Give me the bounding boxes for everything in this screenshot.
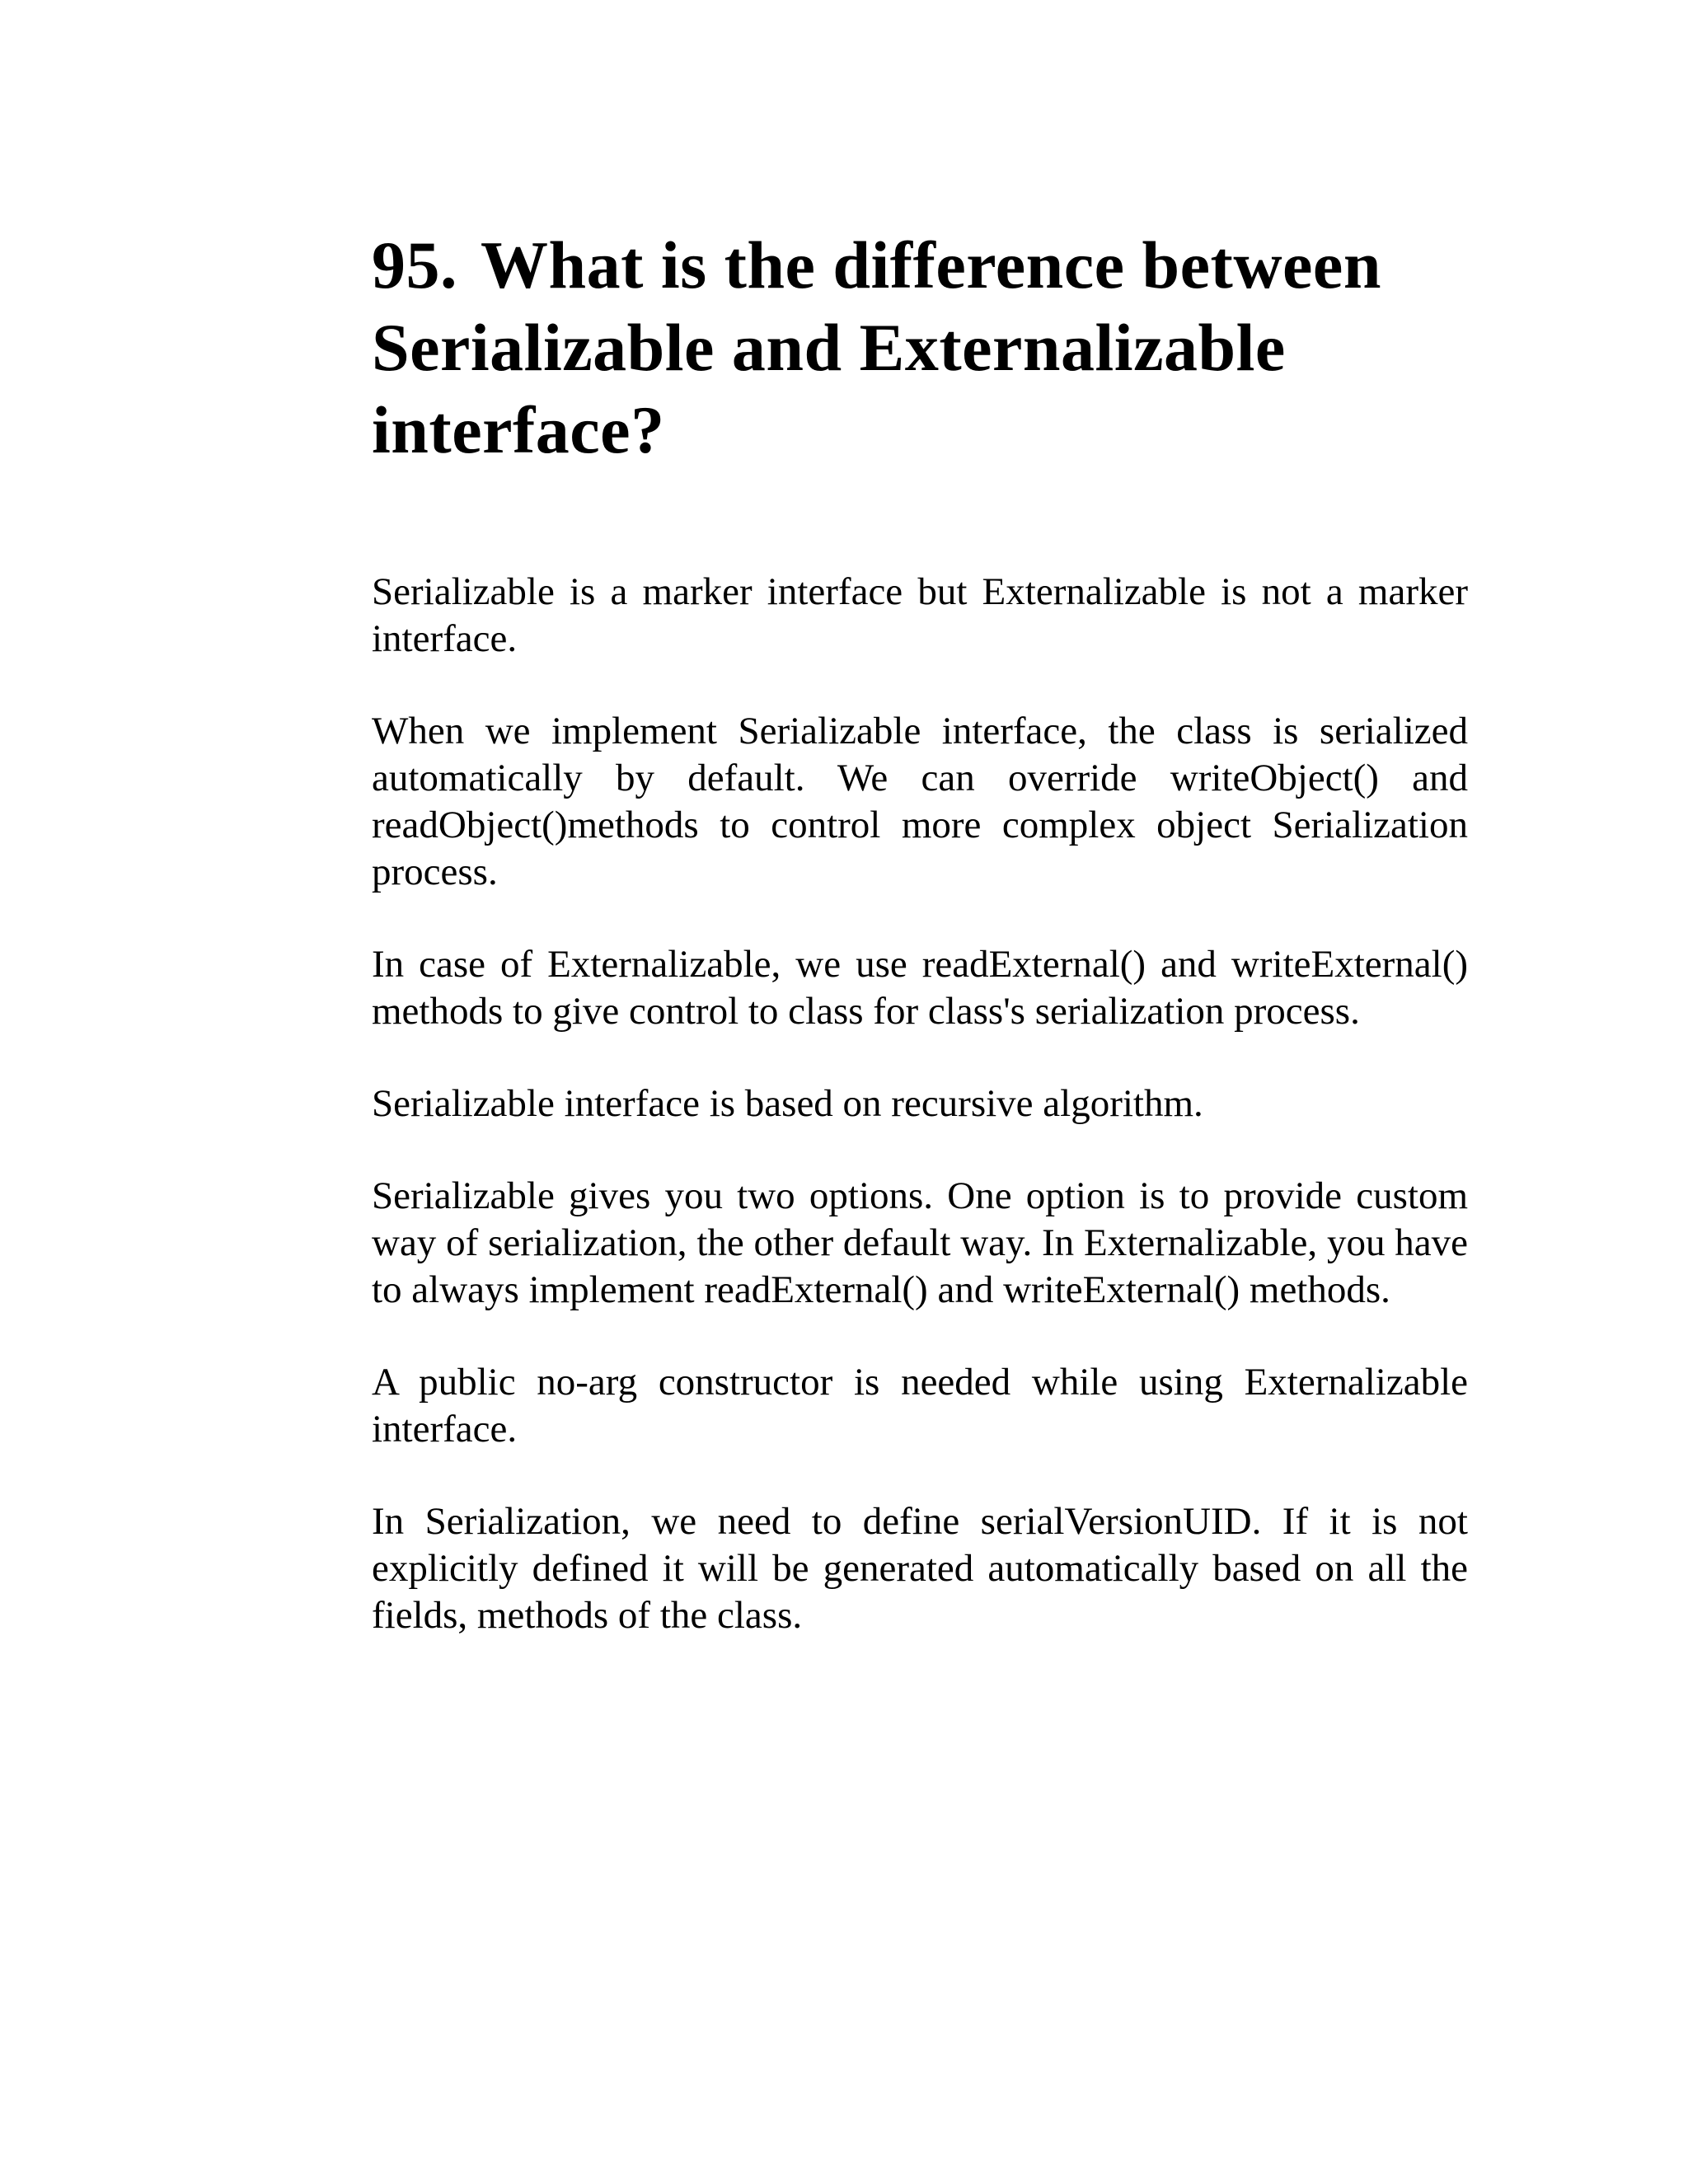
paragraph-marker-interface: Serializable is a marker interface but Externalizable is not a marker interface. — [372, 570, 1468, 660]
paragraph-no-arg-constructor: A public no-arg constructor is needed while using Externalizable interface. — [372, 1361, 1468, 1451]
question-number: 95. — [372, 227, 457, 302]
question-heading — [372, 224, 1468, 471]
question-title: What is the difference between Serializable and Externalizable interface? — [372, 227, 1381, 467]
paragraph-serializable-default: When we implement Serializable interface, the class is serialized automatically by default. We can override writeObject() and readObject()methods to control more complex object Serialization process. — [372, 710, 1468, 893]
paragraph-serial-version-uid: In Serialization, we need to define serialVersionUID. If it is not explicitly defined it will be generated automatically based on all the fields, methods of the class. — [372, 1500, 1468, 1637]
answer-body — [372, 569, 1468, 1639]
paragraph-recursive-algorithm: Serializable interface is based on recursive algorithm. — [372, 1082, 1203, 1125]
paragraph-externalizable-methods: In case of Externalizable, we use readExternal() and writeExternal() methods to give control to class for class's serialization process. — [372, 943, 1468, 1033]
paragraph-serialization-options: Serializable gives you two options. One option is to provide custom way of serialization, the other default way. In Externalizable, you have to always implement readExternal() and writeExternal() methods. — [372, 1174, 1468, 1311]
page-content — [372, 224, 1468, 1685]
